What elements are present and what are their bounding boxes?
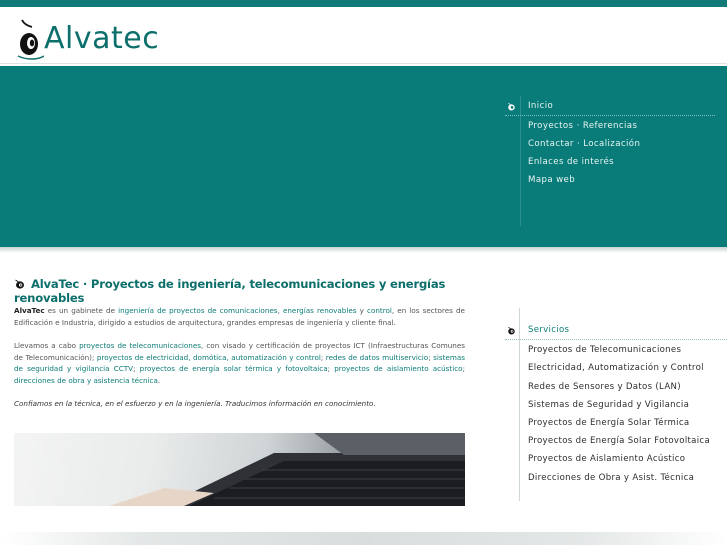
services-text: ; [327,364,331,374]
service-redes-sensores[interactable]: Redes de Sensores y Datos (LAN) [528,381,681,392]
brand-name: Alvatec [44,20,160,56]
intro-brand: AlvaTec [14,306,45,315]
site-header [0,7,727,64]
services-text: , con visado y certificación de proyectos ICT (Infraestructuras Comunes de Telecomunicación); [14,341,465,362]
main-nav [505,98,715,190]
link-ingenieria-comunicaciones[interactable]: ingeniería de proyectos de comunicaciones [118,306,278,315]
nav-item-enlaces[interactable]: Enlaces de interés [528,157,615,167]
link-aislamiento-acustico[interactable]: proyectos de aislamiento acústico [334,364,463,374]
link-seguridad-cctv[interactable]: sistemas de seguridad y vigilancia CCTV [14,352,465,374]
intro-text: , en los sectores de Edificación e Industria, dirigido a estudios de arquitectura, grandes empresas de ingeniería y cliente final. [14,306,465,327]
link-energia-solar[interactable]: proyectos de energía solar térmica y fotovoltaica [139,364,328,374]
link-proyectos-telecomunicaciones[interactable]: proyectos de telecomunicaciones [79,341,202,350]
page-title-text: AlvaTec · Proyectos de ingeniería, telecomunicaciones y energías renovables [14,277,446,305]
site-logo[interactable] [14,15,159,61]
nav-item-proyectos[interactable]: Proyectos · Referencias [528,121,638,131]
services-header[interactable] [505,322,727,340]
services-text: . [157,375,161,385]
laptop-photo [14,433,465,506]
service-solar-fotovoltaica[interactable]: Proyectos de Energía Solar Fotovoltaica [528,436,711,447]
service-seguridad[interactable]: Sistemas de Seguridad y Vigilancia [528,399,690,410]
top-accent-bar [0,0,727,7]
service-solar-termica[interactable]: Proyectos de Energía Solar Térmica [528,417,690,428]
intro-text: , [277,306,280,315]
link-redes-datos[interactable]: redes de datos multiservicio [325,352,429,362]
nav-item-inicio[interactable] [505,98,715,116]
page-title [14,277,474,305]
services-text: ; [320,352,324,362]
services-text: ; [428,352,431,362]
banner-shadow [0,247,727,253]
service-direcciones-obra[interactable]: Direcciones de Obra y Asist. Técnica [528,472,695,483]
link-control[interactable]: control [367,306,392,315]
services-label: Servicios [505,322,727,340]
services-menu [505,322,727,488]
services-text: Llevamos a cabo [14,341,77,350]
nav-item-contactar[interactable]: Contactar · Localización [528,139,641,149]
link-direcciones-obra[interactable]: direcciones de obra y asistencia técnica [14,375,158,385]
footer-shadow [0,532,727,545]
nav-item-mapa-web[interactable]: Mapa web [528,175,576,185]
motto-text: Confiamos en la técnica, en el esfuerzo y en la ingeniería. Traducimos información en conocimiento. [14,399,376,408]
service-telecomunicaciones[interactable]: Proyectos de Telecomunicaciones [528,345,682,356]
eye-bullet-icon [14,279,28,289]
service-electricidad[interactable]: Electricidad, Automatización y Control [528,363,704,374]
link-electricidad-domotica[interactable]: proyectos de electricidad, domótica, automatización y control [96,352,321,362]
services-paragraph [14,340,465,386]
eye-bullet-icon [507,102,516,111]
services-text: ; [133,364,136,374]
intro-paragraph [14,305,465,328]
service-aislamiento[interactable]: Proyectos de Aislamiento Acústico [528,454,686,465]
nav-label: Inicio [505,98,715,116]
intro-text: y [359,306,364,315]
eye-bullet-icon [507,326,516,335]
services-text: ; [462,364,465,374]
link-energias-renovables[interactable]: energías renovables [282,306,357,315]
intro-text: es un gabinete de [47,306,116,315]
eye-logo-icon [14,16,44,60]
